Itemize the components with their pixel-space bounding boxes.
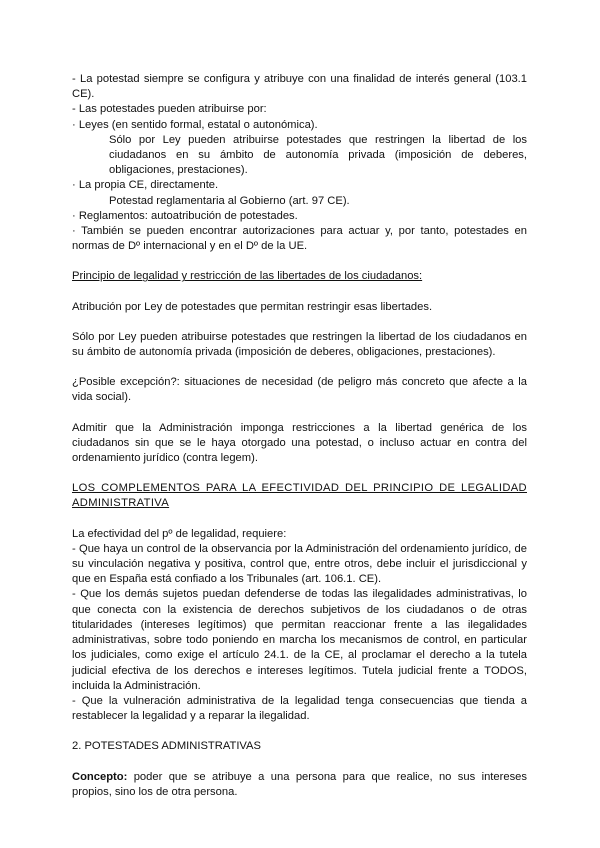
concepto-text: poder que se atribuye a una persona para que realice, no sus intereses propios, sino los de otra persona. <box>72 770 527 798</box>
principio-paragraph-2: Sólo por Ley pueden atribuirse potestades que restringen la libertad de los ciudadanos en su ámbito de autonomía privada (imposición de deberes, obligaciones, prestaciones). <box>72 330 527 359</box>
spacer <box>72 254 527 269</box>
bullet-leyes-detail: Sólo por Ley pueden atribuirse potestades que restringen la libertad de los ciudadanos en su ámbito de autonomía privada (imposición de deberes, obligaciones, prestaciones). <box>109 133 527 177</box>
spacer <box>72 285 527 300</box>
spacer <box>72 755 527 770</box>
spacer <box>72 512 527 527</box>
complementos-item-3: - Que la vulneración administrativa de la legalidad tenga consecuencias que tienda a restablecer la legalidad y a reparar la ilegalidad. <box>72 694 527 723</box>
intro-line-1: - La potestad siempre se configura y atribuye con una finalidad de interés general (103.1 CE). <box>72 73 527 101</box>
principio-paragraph-3: ¿Posible excepción?: situaciones de necesidad (de peligro más concreto que afecte a la vida social). <box>72 376 527 404</box>
principio-paragraph-1: Atribución por Ley de potestades que permitan restringir esas libertades. <box>72 300 433 313</box>
potestades-heading: 2. POTESTADES ADMINISTRATIVAS <box>72 740 261 753</box>
bullet-leyes: · Leyes (en sentido formal, estatal o autonómica). <box>72 118 318 131</box>
document-page <box>72 72 527 800</box>
spacer <box>72 315 527 330</box>
bullet-autorizaciones: · También se pueden encontrar autorizaciones para actuar y, por tanto, potestades en normas de Dº internacional y en el Dº de la UE. <box>72 225 527 253</box>
complementos-heading: LOS COMPLEMENTOS PARA LA EFECTIVIDAD DEL PRINCIPIO DE LEGALIDAD ADMINISTRATIVA <box>72 482 527 510</box>
spacer <box>72 466 527 481</box>
bullet-reglamentos: · Reglamentos: autoatribución de potestades. <box>72 209 298 222</box>
spacer <box>72 406 527 421</box>
bullet-ce-detail: Potestad reglamentaria al Gobierno (art. 97 CE). <box>109 194 350 207</box>
spacer <box>72 724 527 739</box>
intro-line-2: - Las potestades pueden atribuirse por: <box>72 103 267 116</box>
principio-paragraph-4: Admitir que la Administración imponga restricciones a la libertad genérica de los ciudadanos sin que se le haya otorgado una potestad, o incluso actuar en contra del ordenamiento jurídico (contra legem). <box>72 421 527 465</box>
principio-heading: Principio de legalidad y restricción de las libertades de los ciudadanos: <box>72 270 423 283</box>
complementos-item-2: - Que los demás sujetos puedan defenderse de todas las ilegalidades administrativas, lo que conecta con la existencia de derechos subjetivos de los ciudadanos o de otras titularidades (intereses legítimos) que permitan reaccionar frente a las ilegalidades administrativas, sobre todo poniendo en marcha los mecanismos de control, en particular los judiciales, como exige el artículo 24.1. de la CE, al proclamar el derecho a la tutela judicial efectiva de los derechos e intereses legítimos. Tutela judicial frente a TODOS, incluida la Administración. <box>72 588 527 692</box>
complementos-intro: La efectividad del pº de legalidad, requiere: <box>72 527 287 540</box>
spacer <box>72 360 527 375</box>
complementos-item-1: - Que haya un control de la observancia por la Administración del ordenamiento jurídico, de su vinculación negativa y positiva, control que, entre otros, debe incluir el jurisdiccional y que en España está confiado a los Tribunales (art. 106.1. CE). <box>72 542 527 586</box>
bullet-ce: · La propia CE, directamente. <box>72 179 219 192</box>
concepto-label: Concepto: <box>72 770 128 783</box>
concepto-paragraph <box>72 770 527 800</box>
